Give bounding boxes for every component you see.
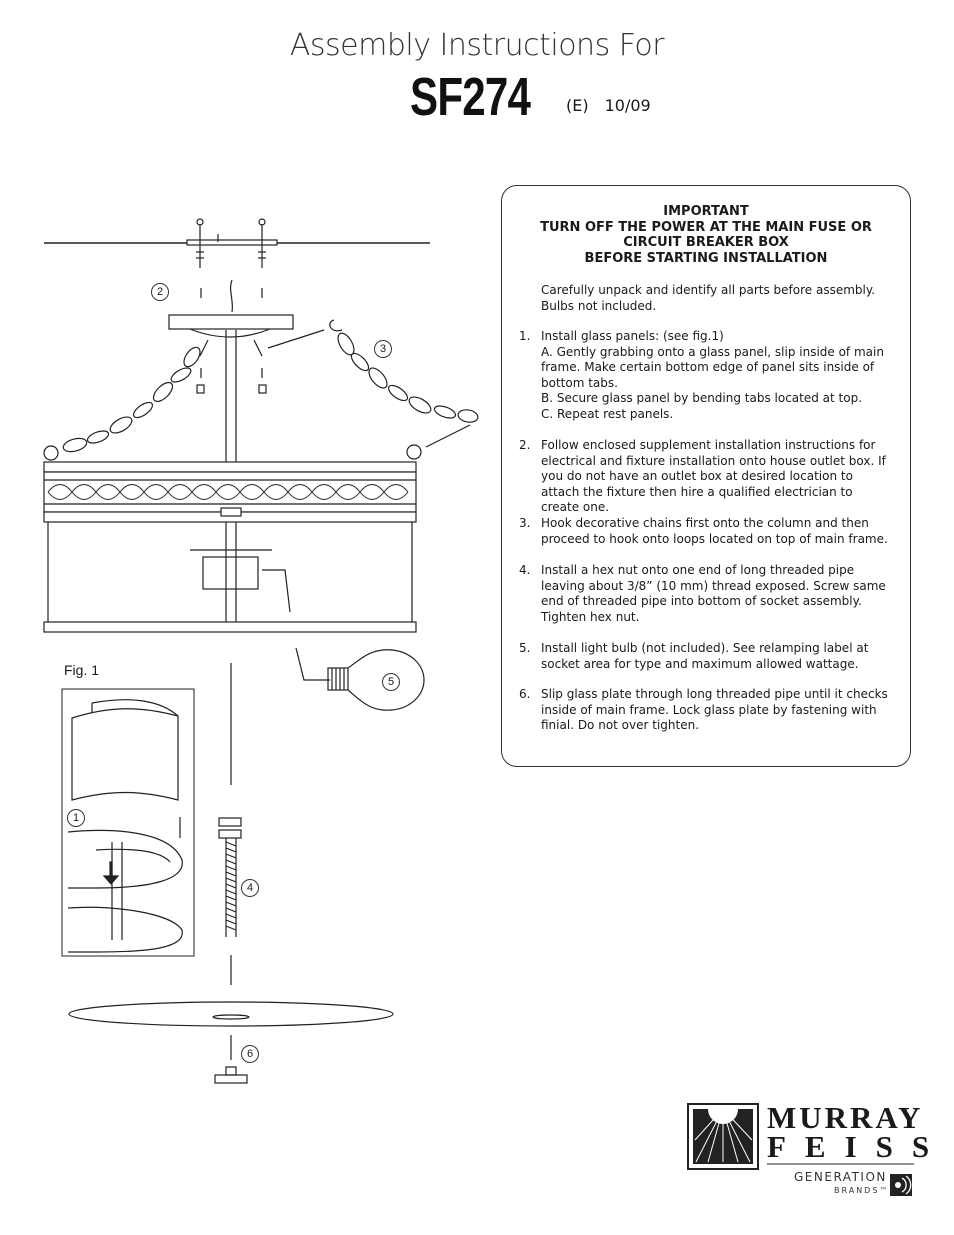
step-text: C. Repeat rest panels. xyxy=(541,406,674,421)
warning-line: CIRCUIT BREAKER BOX xyxy=(623,235,789,250)
step-text: Hook decorative chains first onto the column and then proceed to hook onto loops located on top of main frame. xyxy=(541,516,888,546)
step-number: 3. xyxy=(519,516,531,530)
step-number: 1. xyxy=(519,329,531,343)
document-title: Assembly Instructions For xyxy=(289,28,665,63)
revision-date: 10/09 xyxy=(604,96,651,115)
glass-panel-illustration xyxy=(68,700,182,952)
warning-line: TURN OFF THE POWER AT THE MAIN FUSE OR xyxy=(540,219,872,235)
callout-4: 4 xyxy=(241,879,259,897)
callout-3: 3 xyxy=(374,340,392,358)
step-number: 6. xyxy=(519,687,531,701)
threaded-pipe xyxy=(219,818,241,937)
step-number: 4. xyxy=(519,563,531,577)
callout-1: 1 xyxy=(67,809,85,827)
warning-line: IMPORTANT xyxy=(663,204,749,219)
brand-sub-line2: BRANDS™ xyxy=(834,1186,890,1195)
callout-2: 2 xyxy=(151,283,169,301)
step-text: B. Secure glass panel by bending tabs located at top. xyxy=(541,391,863,405)
step-text: Slip glass plate through long threaded pipe until it checks inside of main frame. Lock glass plate by fastening with finial. Do not over tighten. xyxy=(541,687,888,732)
intro-text: Carefully unpack and identify all parts before assembly. Bulbs not included. xyxy=(541,283,876,313)
finial xyxy=(215,1075,247,1083)
step-text: Install a hex nut onto one end of long threaded pipe leaving about 3/8” (10 mm) thread exposed. Screw same end of threaded pipe into bottom of socket assembly. Tighten hex nut. xyxy=(541,563,886,624)
warning-line: BEFORE STARTING INSTALLATION xyxy=(584,250,828,266)
brand-name-line1: MURRAY xyxy=(767,1100,924,1135)
brand-name-line2: FEISS xyxy=(767,1129,949,1164)
step-text: Follow enclosed supplement installation instructions for electrical and fixture installation onto house outlet box. If you do not have an outlet box at desired location to attach the fixture then hire a qualified electrician to create one. xyxy=(541,438,886,514)
brand-sub-line1: GENERATION xyxy=(794,1170,887,1184)
left-chain xyxy=(44,345,203,460)
right-chain xyxy=(330,320,479,459)
figure-label: Fig. 1 xyxy=(64,662,100,678)
light-bulb xyxy=(328,650,424,710)
step-number: 5. xyxy=(519,641,531,655)
step-text: A. Gently grabbing onto a glass panel, slip inside of main frame. Make certain bottom edge of panel sits inside of bottom tabs. xyxy=(541,344,884,390)
step-text: Install glass panels: (see fig.1) xyxy=(541,329,724,343)
step-text: Install light bulb (not included). See relamping label at socket area for type and maximum allowed wattage. xyxy=(541,641,869,671)
step-number: 2. xyxy=(519,438,531,452)
model-number: SF274 xyxy=(410,67,531,127)
callout-6: 6 xyxy=(241,1045,259,1063)
edition: (E) xyxy=(566,96,589,115)
glass-plate xyxy=(69,1002,393,1026)
callout-5: 5 xyxy=(382,673,400,691)
